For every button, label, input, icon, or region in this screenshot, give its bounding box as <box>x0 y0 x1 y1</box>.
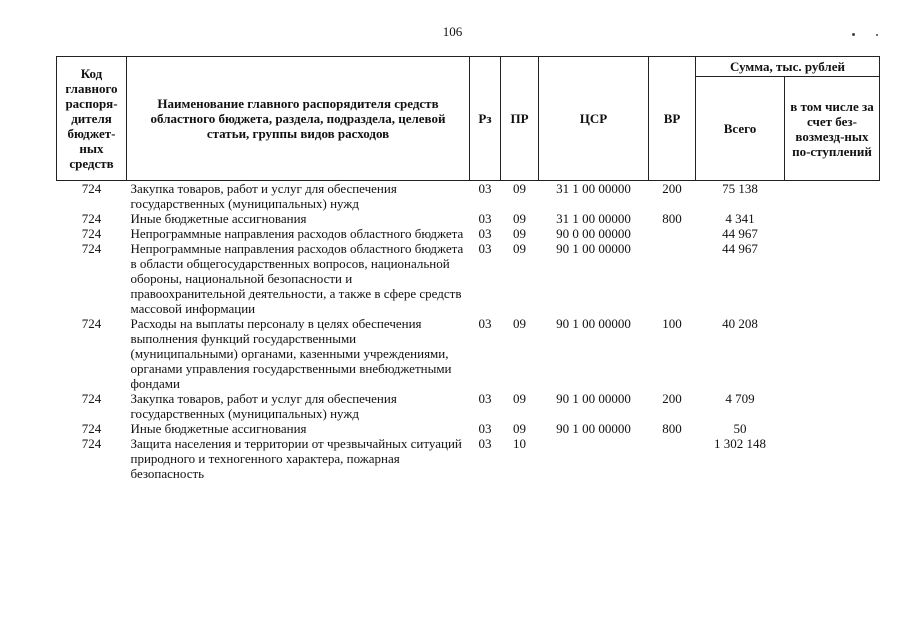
budget-table <box>56 56 880 481</box>
header-vr: ВР <box>649 57 696 181</box>
header-incl: в том числе за счет без-возмезд-ных по-ступлений <box>785 77 880 181</box>
cell-name: Иные бюджетные ассигнования <box>130 421 307 436</box>
cell-incl <box>785 391 880 421</box>
cell-name: Иные бюджетные ассигнования <box>130 211 307 226</box>
cell-rz: 03 <box>478 241 492 256</box>
cell-total: 4 341 <box>725 211 755 226</box>
cell-csr: 31 1 00 00000 <box>556 211 631 226</box>
cell-incl <box>785 241 880 316</box>
cell-vr <box>649 226 696 241</box>
cell-total: 44 967 <box>722 226 758 241</box>
cell-rz: 03 <box>478 421 492 436</box>
cell-pr: 09 <box>513 211 526 226</box>
cell-code: 724 <box>81 436 102 451</box>
cell-code: 724 <box>81 421 102 436</box>
cell-name: Непрограммные направления расходов областного бюджета в области общегосударственных вопросов, национальной обороны, национальной безопасности и правоохранительной деятельности, а также в сфере средств массовой информации <box>130 241 464 316</box>
cell-code: 724 <box>81 316 102 331</box>
table-row <box>57 241 880 316</box>
cell-total: 75 138 <box>722 181 758 196</box>
scan-speck <box>876 34 878 36</box>
cell-total: 44 967 <box>722 241 758 256</box>
cell-total: 40 208 <box>722 316 758 331</box>
table-body <box>57 181 880 482</box>
table-row <box>57 226 880 241</box>
table-row <box>57 421 880 436</box>
cell-csr: 90 1 00 00000 <box>556 241 631 256</box>
cell-pr: 09 <box>513 241 526 256</box>
table-row <box>57 316 880 391</box>
table-row <box>57 181 880 212</box>
table-row <box>57 211 880 226</box>
header-code: Код главного распоря-дителя бюджет-ных средств <box>57 57 127 181</box>
cell-code: 724 <box>81 391 102 406</box>
cell-name: Непрограммные направления расходов областного бюджета <box>130 226 464 241</box>
cell-total: 4 709 <box>725 391 755 406</box>
cell-code: 724 <box>81 241 102 256</box>
header-sum: Сумма, тыс. рублей <box>696 57 880 77</box>
table-header-row <box>57 57 880 77</box>
table-row <box>57 436 880 481</box>
cell-code: 724 <box>81 211 102 226</box>
cell-name: Закупка товаров, работ и услуг для обеспечения государственных (муниципальных) нужд <box>130 181 397 211</box>
cell-incl <box>785 226 880 241</box>
cell-vr <box>649 436 696 481</box>
header-total: Всего <box>696 77 785 181</box>
scan-speck <box>852 33 855 36</box>
cell-incl <box>785 421 880 436</box>
cell-total: 1 302 148 <box>714 436 766 451</box>
cell-pr: 09 <box>513 181 526 196</box>
cell-pr: 09 <box>513 226 526 241</box>
cell-rz: 03 <box>478 211 492 226</box>
cell-csr: 90 0 00 00000 <box>556 226 631 241</box>
cell-incl <box>785 436 880 481</box>
cell-csr <box>539 436 649 481</box>
header-rz: Рз <box>470 57 501 181</box>
cell-rz: 03 <box>478 391 492 406</box>
cell-vr: 100 <box>662 316 682 331</box>
cell-rz: 03 <box>478 316 492 331</box>
cell-csr: 31 1 00 00000 <box>556 181 631 196</box>
cell-name: Расходы на выплаты персоналу в целях обеспечения выполнения функций государственными (муниципальными) органами, казенными учреждениями, органами управления государственными внебюджетными фондами <box>130 316 452 391</box>
cell-vr: 800 <box>662 421 682 436</box>
cell-pr: 09 <box>513 316 526 331</box>
cell-rz: 03 <box>478 181 492 196</box>
cell-name: Защита населения и территории от чрезвычайных ситуаций природного и техногенного характера, пожарная безопасность <box>130 436 462 481</box>
cell-code: 724 <box>81 181 102 196</box>
cell-csr: 90 1 00 00000 <box>556 391 631 406</box>
table-row <box>57 391 880 421</box>
cell-rz: 03 <box>478 436 492 451</box>
cell-pr: 10 <box>513 436 526 451</box>
cell-incl <box>785 211 880 226</box>
cell-incl <box>785 181 880 212</box>
cell-pr: 09 <box>513 391 526 406</box>
cell-csr: 90 1 00 00000 <box>556 316 631 331</box>
cell-pr: 09 <box>513 421 526 436</box>
page-number: 106 <box>442 24 463 39</box>
cell-vr: 200 <box>662 181 682 196</box>
header-pr: ПР <box>501 57 539 181</box>
cell-vr: 200 <box>662 391 682 406</box>
cell-incl <box>785 316 880 391</box>
cell-vr: 800 <box>662 211 682 226</box>
cell-rz: 03 <box>478 226 492 241</box>
header-name: Наименование главного распорядителя средств областного бюджета, раздела, подраздела, целевой статьи, группы видов расходов <box>127 57 470 181</box>
header-csr: ЦСР <box>539 57 649 181</box>
cell-code: 724 <box>81 226 102 241</box>
cell-name: Закупка товаров, работ и услуг для обеспечения государственных (муниципальных) нужд <box>130 391 397 421</box>
cell-vr <box>649 241 696 316</box>
cell-csr: 90 1 00 00000 <box>556 421 631 436</box>
cell-total: 50 <box>733 421 747 436</box>
